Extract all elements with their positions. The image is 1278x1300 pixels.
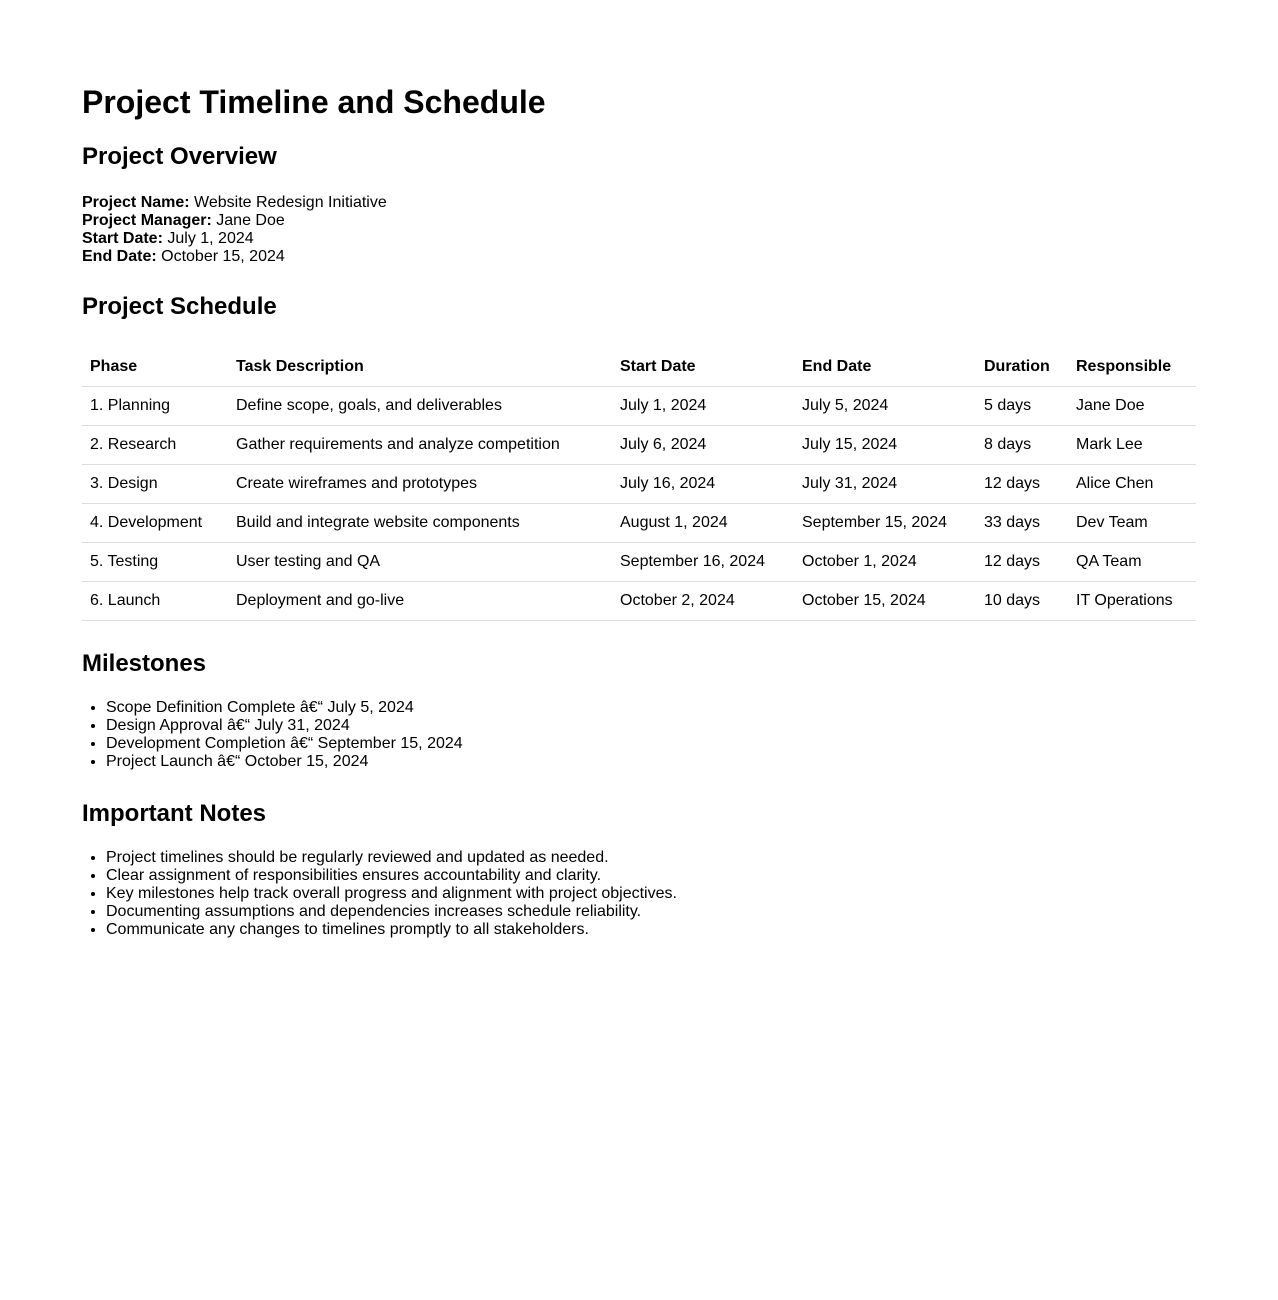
cell-phase: 4. Development <box>82 504 228 543</box>
cell-responsible: Jane Doe <box>1068 387 1196 426</box>
list-item: • Project Launch â€“ October 15, 2024 <box>106 753 1196 771</box>
cell-start-date: July 6, 2024 <box>612 426 794 465</box>
table-row <box>82 582 1196 621</box>
table-row <box>82 504 1196 543</box>
schedule-heading: Project Schedule <box>82 293 277 320</box>
cell-duration: 12 days <box>976 543 1068 582</box>
cell-duration: 10 days <box>976 582 1068 621</box>
cell-task-description: User testing and QA <box>228 543 612 582</box>
cell-start-date: August 1, 2024 <box>612 504 794 543</box>
milestones-heading: Milestones <box>82 650 207 677</box>
cell-start-date: July 1, 2024 <box>612 387 794 426</box>
list-item: • Development Completion â€“ September 15, 2024 <box>106 735 1196 753</box>
cell-task-description: Deployment and go-live <box>228 582 612 621</box>
cell-task-description: Create wireframes and prototypes <box>228 465 612 504</box>
list-item: • Scope Definition Complete â€“ July 5, 2024 <box>106 699 1196 717</box>
overview-value: Website Redesign Initiative <box>194 194 387 211</box>
cell-start-date: October 2, 2024 <box>612 582 794 621</box>
cell-responsible: IT Operations <box>1068 582 1196 621</box>
cell-responsible: Alice Chen <box>1068 465 1196 504</box>
column-header-responsible: Responsible <box>1068 347 1196 387</box>
cell-end-date: September 15, 2024 <box>794 504 976 543</box>
overview-heading: Project Overview <box>82 143 277 170</box>
cell-phase: 1. Planning <box>82 387 228 426</box>
cell-phase: 6. Launch <box>82 582 228 621</box>
cell-duration: 8 days <box>976 426 1068 465</box>
cell-responsible: QA Team <box>1068 543 1196 582</box>
overview-section <box>82 194 1196 266</box>
cell-task-description: Gather requirements and analyze competition <box>228 426 612 465</box>
cell-duration: 5 days <box>976 387 1068 426</box>
cell-responsible: Dev Team <box>1068 504 1196 543</box>
column-header-start-date: Start Date <box>612 347 794 387</box>
milestones-list <box>82 699 1196 771</box>
list-item: • Documenting assumptions and dependencies increases schedule reliability. <box>106 903 1196 921</box>
column-header-end-date: End Date <box>794 347 976 387</box>
column-header-phase: Phase <box>82 347 228 387</box>
overview-label: Start Date: <box>82 230 163 247</box>
list-item: • Key milestones help track overall progress and alignment with project objectives. <box>106 885 1196 903</box>
overview-project-manager <box>82 212 1196 230</box>
overview-label: Project Manager: <box>82 212 212 229</box>
table-row <box>82 387 1196 426</box>
overview-start-date <box>82 230 1196 248</box>
column-header-task-description: Task Description <box>228 347 612 387</box>
table-row <box>82 465 1196 504</box>
cell-end-date: July 31, 2024 <box>794 465 976 504</box>
cell-task-description: Build and integrate website components <box>228 504 612 543</box>
cell-end-date: October 15, 2024 <box>794 582 976 621</box>
table-row <box>82 543 1196 582</box>
table-header-row <box>82 347 1196 387</box>
overview-label: Project Name: <box>82 194 190 211</box>
cell-end-date: July 5, 2024 <box>794 387 976 426</box>
cell-task-description: Define scope, goals, and deliverables <box>228 387 612 426</box>
cell-start-date: July 16, 2024 <box>612 465 794 504</box>
overview-value: Jane Doe <box>216 212 285 229</box>
list-item: • Project timelines should be regularly reviewed and updated as needed. <box>106 849 1196 867</box>
cell-phase: 5. Testing <box>82 543 228 582</box>
overview-label: End Date: <box>82 248 157 265</box>
column-header-duration: Duration <box>976 347 1068 387</box>
schedule-table <box>82 347 1196 621</box>
list-item: • Communicate any changes to timelines promptly to all stakeholders. <box>106 921 1196 939</box>
page-title: Project Timeline and Schedule <box>82 84 546 120</box>
list-item: • Design Approval â€“ July 31, 2024 <box>106 717 1196 735</box>
overview-value: July 1, 2024 <box>167 230 254 247</box>
table-row <box>82 426 1196 465</box>
cell-duration: 33 days <box>976 504 1068 543</box>
cell-phase: 3. Design <box>82 465 228 504</box>
overview-project-name <box>82 194 1196 212</box>
cell-end-date: October 1, 2024 <box>794 543 976 582</box>
cell-end-date: July 15, 2024 <box>794 426 976 465</box>
cell-start-date: September 16, 2024 <box>612 543 794 582</box>
overview-value: October 15, 2024 <box>161 248 285 265</box>
list-item: • Clear assignment of responsibilities ensures accountability and clarity. <box>106 867 1196 885</box>
cell-phase: 2. Research <box>82 426 228 465</box>
cell-duration: 12 days <box>976 465 1068 504</box>
notes-heading: Important Notes <box>82 800 267 827</box>
cell-responsible: Mark Lee <box>1068 426 1196 465</box>
notes-list <box>82 849 1196 939</box>
overview-end-date <box>82 248 1196 266</box>
